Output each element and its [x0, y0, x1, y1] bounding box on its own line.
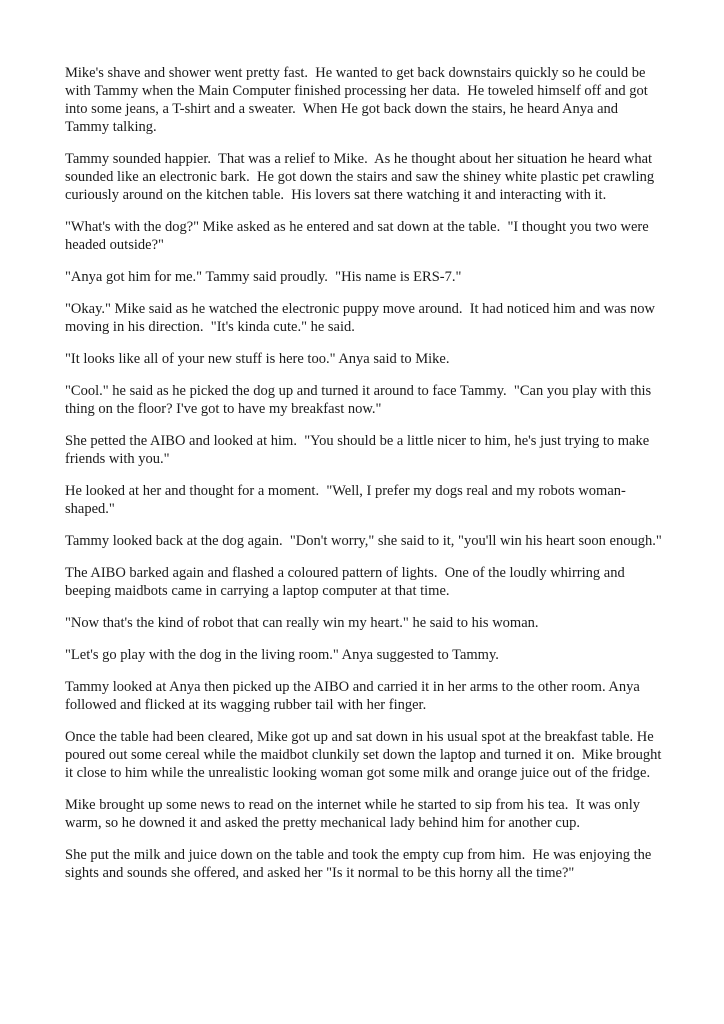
paragraph: "Now that's the kind of robot that can really win my heart." he said to his woman. [65, 615, 539, 631]
paragraph: Tammy looked back at the dog again. "Don't worry," she said to it, "you'll win his heart soon enough." [65, 533, 662, 549]
paragraph: Mike's shave and shower went pretty fast. He wanted to get back downstairs quickly so he could be with Tammy when the Main Computer finished processing her data. He toweled himself off and got into some jeans, a T-shirt and a sweater. When He got back down the stairs, he heard Anya and Tammy talking. [65, 65, 652, 135]
paragraph: She put the milk and juice down on the table and took the empty cup from him. He was enjoying the sights and sounds she offered, and asked her "Is it normal to be this horny all the time?" [65, 847, 655, 881]
paragraph: He looked at her and thought for a moment. "Well, I prefer my dogs real and my robots woman-shaped." [65, 483, 626, 517]
paragraph: "Let's go play with the dog in the living room." Anya suggested to Tammy. [65, 647, 499, 663]
paragraph: Once the table had been cleared, Mike got up and sat down in his usual spot at the breakfast table. He poured out some cereal while the maidbot clunkily set down the laptop and turned it on. Mike brought it close to him while the unrealistic looking woman got some milk and orange juice out of the fridge. [65, 729, 666, 781]
paragraph: Mike brought up some news to read on the internet while he started to sip from his tea. It was only warm, so he downed it and asked the pretty mechanical lady behind him for another cup. [65, 797, 644, 831]
paragraph: "Anya got him for me." Tammy said proudly. "His name is ERS-7." [65, 269, 462, 285]
paragraph: Tammy looked at Anya then picked up the AIBO and carried it in her arms to the other room. Anya followed and flicked at its wagging rubber tail with her finger. [65, 679, 644, 713]
paragraph: The AIBO barked again and flashed a coloured pattern of lights. One of the loudly whirring and beeping maidbots came in carrying a laptop computer at that time. [65, 565, 629, 599]
document-text-block [65, 64, 666, 896]
paragraph: "Okay." Mike said as he watched the electronic puppy move around. It had noticed him and was now moving in his direction. "It's kinda cute." he said. [65, 301, 659, 335]
paragraph: "What's with the dog?" Mike asked as he entered and sat down at the table. "I thought you two were headed outside?" [65, 219, 653, 253]
paragraph: "Cool." he said as he picked the dog up and turned it around to face Tammy. "Can you play with this thing on the floor? I've got to have my breakfast now." [65, 383, 655, 417]
paragraph: Tammy sounded happier. That was a relief to Mike. As he thought about her situation he heard what sounded like an electronic bark. He got down the stairs and saw the shiney white plastic pet crawling curiously around on the kitchen table. His lovers sat there watching it and interacting with it. [65, 151, 658, 203]
paragraph: She petted the AIBO and looked at him. "You should be a little nicer to him, he's just trying to make friends with you." [65, 433, 653, 467]
paragraph: "It looks like all of your new stuff is here too." Anya said to Mike. [65, 351, 450, 367]
